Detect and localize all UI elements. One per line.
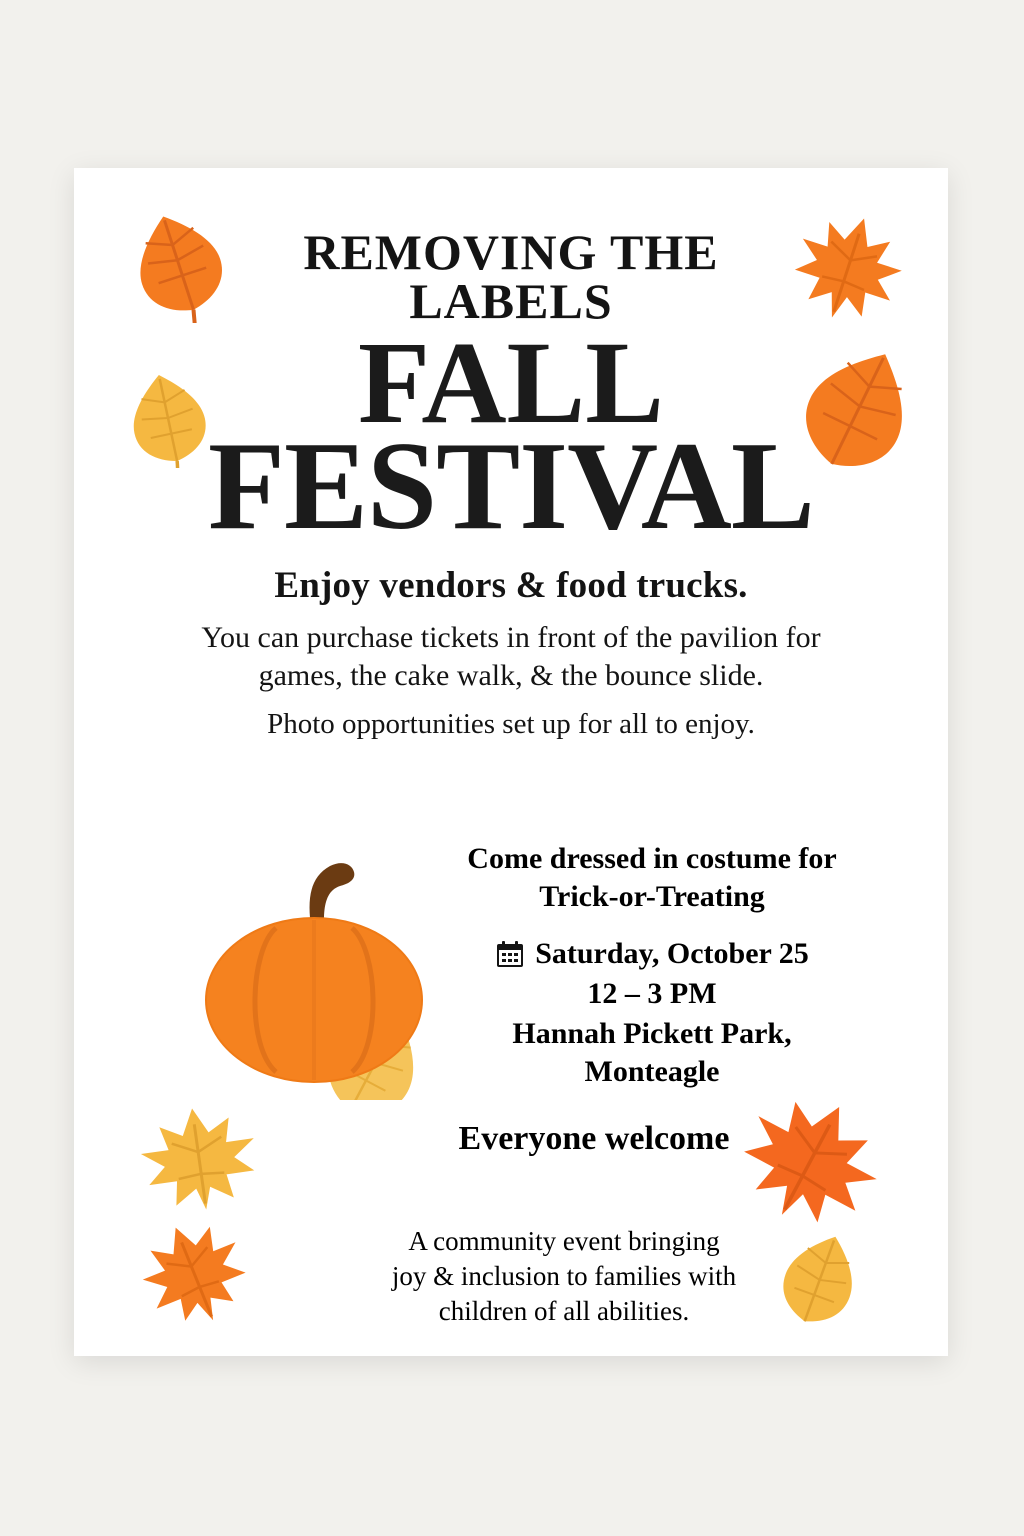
org-title (74, 168, 948, 329)
event-location (374, 1015, 930, 1091)
closing-statement (264, 1168, 864, 1329)
costume-line2: Trick-or-Treating (539, 879, 765, 913)
main-title-line1: FALL (358, 317, 664, 448)
main-title (74, 317, 948, 557)
location-line1: Hannah Pickett Park, (512, 1016, 792, 1050)
event-date: Saturday, October 25 (535, 937, 809, 970)
calendar-icon (495, 939, 525, 969)
maple-leaf-icon (134, 1098, 264, 1218)
org-title-line2: LABELS (409, 273, 613, 329)
photo-line: Photo opportunities set up for all to enjoy. (267, 708, 755, 741)
date-row (374, 937, 930, 971)
event-details (374, 840, 930, 1090)
costume-note (374, 840, 930, 915)
poster-sheet (74, 168, 948, 1356)
main-title-line2: FESTIVAL (208, 417, 814, 557)
closing-line2: joy & inclusion to families with (391, 1261, 737, 1292)
costume-line1: Come dressed in costume for (467, 842, 837, 875)
org-title-line1: REMOVING THE (303, 224, 719, 280)
welcome-line: Everyone welcome (458, 1120, 730, 1157)
closing-line1: A community event bringing (408, 1226, 720, 1256)
maple-leaf-icon (134, 1216, 254, 1331)
closing-line3: children of all abilities. (438, 1296, 690, 1327)
location-line2: Monteagle (584, 1054, 720, 1088)
event-time: 12 – 3 PM (587, 977, 717, 1010)
poster-text-block (74, 168, 948, 741)
tagline: Enjoy vendors & food trucks. (274, 564, 748, 606)
ticket-paragraph: You can purchase tickets in front of the pavilion for games, the cake walk, & the bounce slide. (201, 620, 821, 692)
